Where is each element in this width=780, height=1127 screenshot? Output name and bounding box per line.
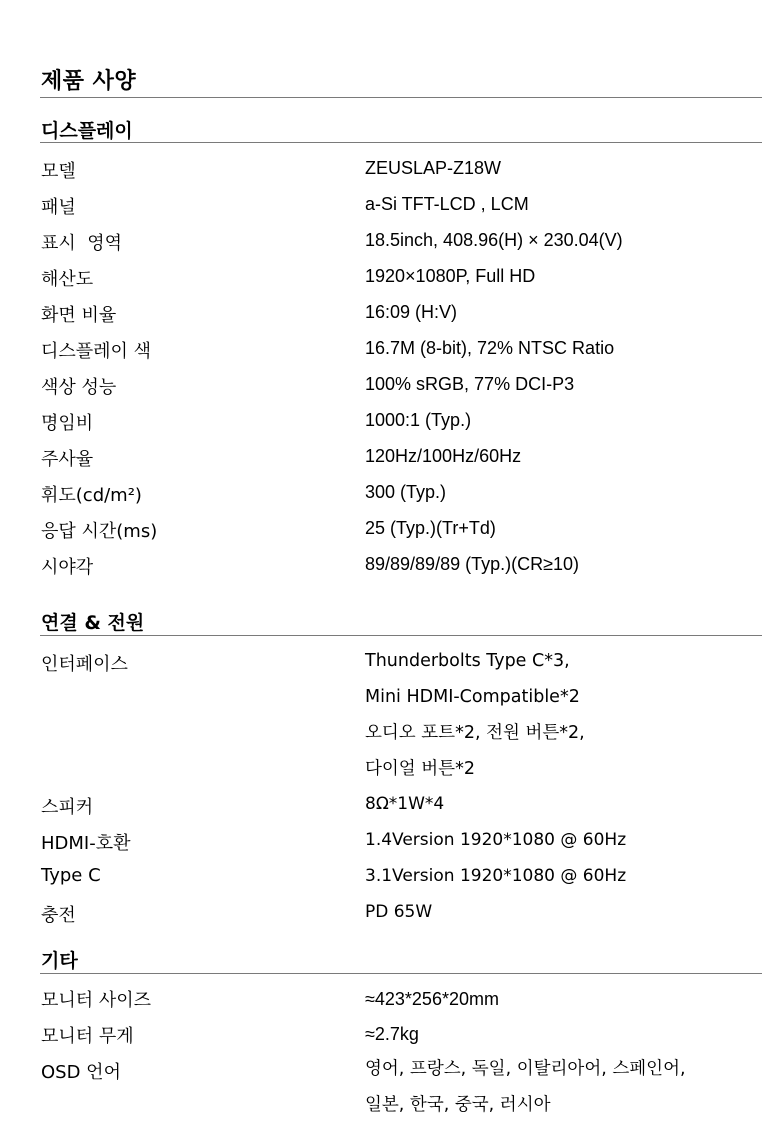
page-title: 제품 사양 — [41, 69, 137, 94]
osd-language-line: 일본, 한국, 중국, 러시아 — [365, 1095, 551, 1115]
spec-label-model: 모델 — [41, 161, 76, 182]
spec-value-brightness: 300 (Typ.) — [365, 482, 447, 502]
section-title-other: 기타 — [41, 950, 78, 972]
interface-line: 오디오 포트*2, 전원 버튼*2, — [365, 723, 585, 743]
spec-value-type-c: 3.1Version 1920*1080 @ 60Hz — [365, 866, 627, 886]
spec-value-charging: PD 65W — [365, 902, 433, 922]
spec-label-panel: 패널 — [41, 197, 76, 218]
spec-value-panel: a-Si TFT-LCD , LCM — [365, 194, 529, 214]
spec-label-monitor-weight: 모니터 무게 — [41, 1026, 134, 1047]
osd-language-line: 영어, 프랑스, 독일, 이탈리아어, 스페인어, — [365, 1059, 686, 1079]
spec-value-monitor-size: ≈423*256*20mm — [365, 989, 499, 1009]
spec-label-display-area: 표시 영역 — [41, 233, 122, 254]
spec-value-contrast-ratio: 1000:1 (Typ.) — [365, 410, 472, 430]
spec-value-viewing-angle: 89/89/89/89 (Typ.)(CR≥10) — [365, 554, 579, 574]
section-divider-connection — [40, 635, 762, 636]
spec-label-aspect-ratio: 화면 비율 — [41, 305, 117, 326]
spec-label-interface: 인터페이스 — [41, 654, 128, 675]
spec-label-response-time: 응답 시간(ms) — [41, 521, 158, 542]
spec-label-contrast-ratio: 명임비 — [41, 413, 94, 434]
spec-value-display-color: 16.7M (8-bit), 72% NTSC Ratio — [365, 338, 615, 358]
spec-label-type-c: Type C — [41, 865, 101, 886]
section-divider-display — [40, 142, 762, 143]
spec-label-viewing-angle: 시야각 — [41, 557, 94, 578]
section-title-display: 디스플레이 — [41, 120, 133, 142]
spec-value-resolution: 1920×1080P, Full HD — [365, 266, 536, 286]
spec-value-interface — [365, 643, 585, 787]
spec-value-model: ZEUSLAP-Z18W — [365, 158, 502, 178]
interface-line: Mini HDMI-Compatible*2 — [365, 687, 580, 707]
title-divider — [40, 97, 762, 98]
spec-label-charging: 충전 — [41, 905, 76, 926]
interface-line: 다이얼 버튼*2 — [365, 759, 475, 779]
spec-value-color-performance: 100% sRGB, 77% DCI-P3 — [365, 374, 575, 394]
spec-value-hdmi: 1.4Version 1920*1080 @ 60Hz — [365, 830, 627, 850]
spec-label-osd-language: OSD 언어 — [41, 1062, 121, 1083]
spec-value-response-time: 25 (Typ.)(Tr+Td) — [365, 518, 496, 538]
spec-label-resolution: 해산도 — [41, 269, 94, 290]
section-divider-other — [40, 973, 762, 974]
spec-label-speaker: 스피커 — [41, 797, 94, 818]
spec-label-display-color: 디스플레이 색 — [41, 341, 152, 362]
spec-label-color-performance: 색상 성능 — [41, 377, 117, 398]
spec-value-speaker: 8Ω*1W*4 — [365, 794, 445, 814]
spec-value-refresh-rate: 120Hz/100Hz/60Hz — [365, 446, 522, 466]
spec-value-osd-language — [365, 1051, 686, 1123]
spec-label-brightness: 휘도(cd/m²) — [41, 485, 142, 506]
spec-label-monitor-size: 모니터 사이즈 — [41, 990, 152, 1011]
spec-label-refresh-rate: 주사율 — [41, 449, 94, 470]
section-title-connection: 연결 & 전원 — [41, 612, 145, 634]
spec-value-display-area: 18.5inch, 408.96(H) × 230.04(V) — [365, 230, 623, 250]
spec-label-hdmi: HDMI-호환 — [41, 833, 131, 854]
spec-value-monitor-weight: ≈2.7kg — [365, 1024, 419, 1044]
spec-value-aspect-ratio: 16:09 (H:V) — [365, 302, 458, 322]
interface-line: Thunderbolts Type C*3, — [365, 651, 570, 671]
